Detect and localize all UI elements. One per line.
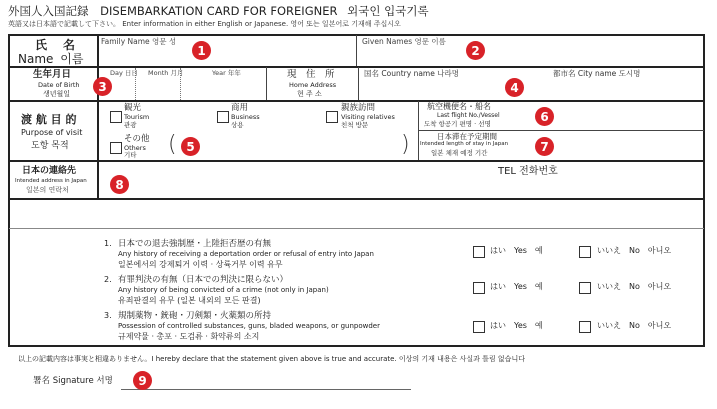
flight-number-field[interactable] xyxy=(560,102,700,128)
badge-2: 2 xyxy=(466,41,485,60)
stay-label-japanese: 日本滞在予定期間 xyxy=(437,132,497,141)
flight-label-english: Last flight No./Vessel xyxy=(437,112,500,119)
others-detail-field[interactable] xyxy=(182,136,396,156)
family-name-field[interactable]: Family Name 영문 성 xyxy=(101,37,177,46)
no-checkbox[interactable] xyxy=(579,282,591,294)
others-close-paren: ) xyxy=(401,132,410,157)
yes-label: はい Yes 예 xyxy=(490,246,543,255)
purpose-flight-divider xyxy=(418,101,419,160)
dob-label-english: Date of Birth xyxy=(38,81,80,89)
question-japanese: 規制薬物・銃砲・刀剣類・火薬類の所持 xyxy=(118,311,272,321)
tourism-checkbox[interactable] xyxy=(110,111,122,123)
no-checkbox[interactable] xyxy=(579,321,591,333)
question-korean: 일본에서의 강제퇴거 이력 · 상륙거부 이력 유무 xyxy=(118,260,283,269)
contact-address-field[interactable] xyxy=(100,162,470,196)
contact-label-korean: 일본의 연락처 xyxy=(26,186,69,194)
yes-checkbox[interactable] xyxy=(473,321,485,333)
dob-day-field[interactable]: Day 日日 xyxy=(110,69,138,77)
business-label-japanese: 商用 xyxy=(231,103,249,113)
dob-month-field[interactable]: Month 月月 xyxy=(148,69,184,77)
contact-label-english: Intended address in Japan xyxy=(15,178,87,184)
tourism-label-japanese: 観光 xyxy=(124,103,142,113)
name-label xyxy=(18,53,83,65)
dob-label-korean: 생년월일 xyxy=(43,90,71,98)
no-label: いいえ No 아니오 xyxy=(597,246,672,255)
name-divider xyxy=(356,35,357,66)
badge-3: 3 xyxy=(93,77,112,96)
question-number: 2. xyxy=(104,275,112,284)
tourism-label-korean: 관광 xyxy=(124,121,137,129)
yes-label: はい Yes 예 xyxy=(490,282,543,291)
relatives-label-english: Visiting relatives xyxy=(341,113,395,121)
tel-field[interactable]: TEL 전화번호 xyxy=(498,166,558,177)
badge-1: 1 xyxy=(192,41,211,60)
others-label-english: Others xyxy=(124,144,146,152)
question-item xyxy=(0,276,717,310)
city-name-field[interactable]: 都市名 City name 도시명 xyxy=(553,69,641,78)
name-label-japanese: 氏 名 xyxy=(35,38,78,52)
badge-7: 7 xyxy=(535,137,554,156)
title-korean: 외국인 입국기록 xyxy=(347,4,429,18)
dob-address-divider xyxy=(266,67,267,100)
question-item xyxy=(0,312,717,346)
stay-length-field[interactable] xyxy=(560,132,700,158)
address-country-divider xyxy=(358,67,359,100)
others-label-korean: 기타 xyxy=(124,151,137,159)
row-divider xyxy=(9,228,704,229)
badge-4: 4 xyxy=(505,78,524,97)
question-english: Any history of receiving a deportation order or refusal of entry into Japan xyxy=(118,250,374,258)
address-label-english: Home Address xyxy=(289,81,337,89)
yes-checkbox[interactable] xyxy=(473,282,485,294)
country-name-field[interactable]: 国名 Country name 나라명 xyxy=(364,69,459,78)
name-label-korean: 이름 xyxy=(60,52,84,66)
instruction-text: 英語又は日本語で記載して下さい。 Enter information in either English or Japanese. 영어 또는 일본어로 기재해 주십시오 xyxy=(8,20,401,28)
title-japanese: 外国人入国記録 xyxy=(8,4,89,18)
others-checkbox[interactable] xyxy=(110,142,122,154)
flight-label-japanese: 航空機便名・船名 xyxy=(427,102,491,111)
purpose-label-korean: 도항 목적 xyxy=(31,141,69,151)
no-label: いいえ No 아니오 xyxy=(597,282,672,291)
purpose-label-english: Purpose of visit xyxy=(21,128,83,137)
question-number: 3. xyxy=(104,311,112,320)
signature-line[interactable] xyxy=(121,389,411,390)
question-item xyxy=(0,240,717,274)
purpose-label-japanese: 渡 航 目 的 xyxy=(21,113,77,126)
name-label-english: Name xyxy=(18,52,54,66)
business-label-korean: 상용 xyxy=(231,121,244,129)
business-checkbox[interactable] xyxy=(217,111,229,123)
given-names-field[interactable]: Given Names 영문 이름 xyxy=(362,37,446,46)
question-japanese: 日本での退去強制歴・上陸拒否歴の有無 xyxy=(118,239,272,249)
contact-label-japanese: 日本の連絡先 xyxy=(22,166,77,176)
relatives-label-japanese: 親族訪問 xyxy=(341,103,376,113)
question-korean: 규제약물 · 총포 · 도검류 · 화약류의 소지 xyxy=(118,332,260,341)
address-label-korean: 현 주 소 xyxy=(297,90,322,98)
badge-5: 5 xyxy=(181,137,200,156)
relatives-label-korean: 친척 방문 xyxy=(341,121,369,129)
dob-label-japanese: 生年月日 xyxy=(33,69,72,80)
title-english: DISEMBARKATION CARD FOR FOREIGNER xyxy=(100,4,338,18)
card-title xyxy=(8,6,429,18)
yes-checkbox[interactable] xyxy=(473,246,485,258)
flight-label-korean: 도착 항공기 편명 · 선명 xyxy=(424,120,491,128)
question-korean: 유죄판결의 유무 (일본 내외의 모든 판결) xyxy=(118,296,261,305)
no-checkbox[interactable] xyxy=(579,246,591,258)
flight-stay-divider xyxy=(418,130,704,131)
dob-year-field[interactable]: Year 年年 xyxy=(212,69,241,77)
others-label-japanese: その他 xyxy=(124,134,150,144)
badge-6: 6 xyxy=(535,107,554,126)
badge-9: 9 xyxy=(133,371,152,390)
signature-label: 署名 Signature 서명 xyxy=(33,376,113,386)
stay-label-english: Intended length of stay in Japan xyxy=(420,141,509,147)
others-open-paren: ( xyxy=(168,132,177,157)
stay-label-korean: 일본 체재 예정 기간 xyxy=(431,149,488,157)
row-divider xyxy=(9,66,704,68)
question-japanese: 有罪判決の有無（日本での判決に限らない） xyxy=(118,275,289,285)
badge-8: 8 xyxy=(110,175,129,194)
business-label-english: Business xyxy=(231,113,260,121)
contact-label-divider xyxy=(97,161,99,198)
visiting-relatives-checkbox[interactable] xyxy=(326,111,338,123)
no-label: いいえ No 아니오 xyxy=(597,321,672,330)
question-english: Any history of being convicted of a crime (not only in Japan) xyxy=(118,286,329,294)
question-number: 1. xyxy=(104,239,112,248)
tourism-label-english: Tourism xyxy=(124,113,150,121)
row-divider xyxy=(9,198,704,200)
question-english: Possession of controlled substances, guns, bladed weapons, or gunpowder xyxy=(118,322,380,330)
yes-label: はい Yes 예 xyxy=(490,321,543,330)
address-label-japanese: 現 住 所 xyxy=(287,69,335,80)
declaration-text: 以上の記載内容は事実と相違ありません。I hereby declare that the statement given above is true and accurate. 이상의 기재 내용은 사실과 틀림 없습니다 xyxy=(18,355,525,363)
